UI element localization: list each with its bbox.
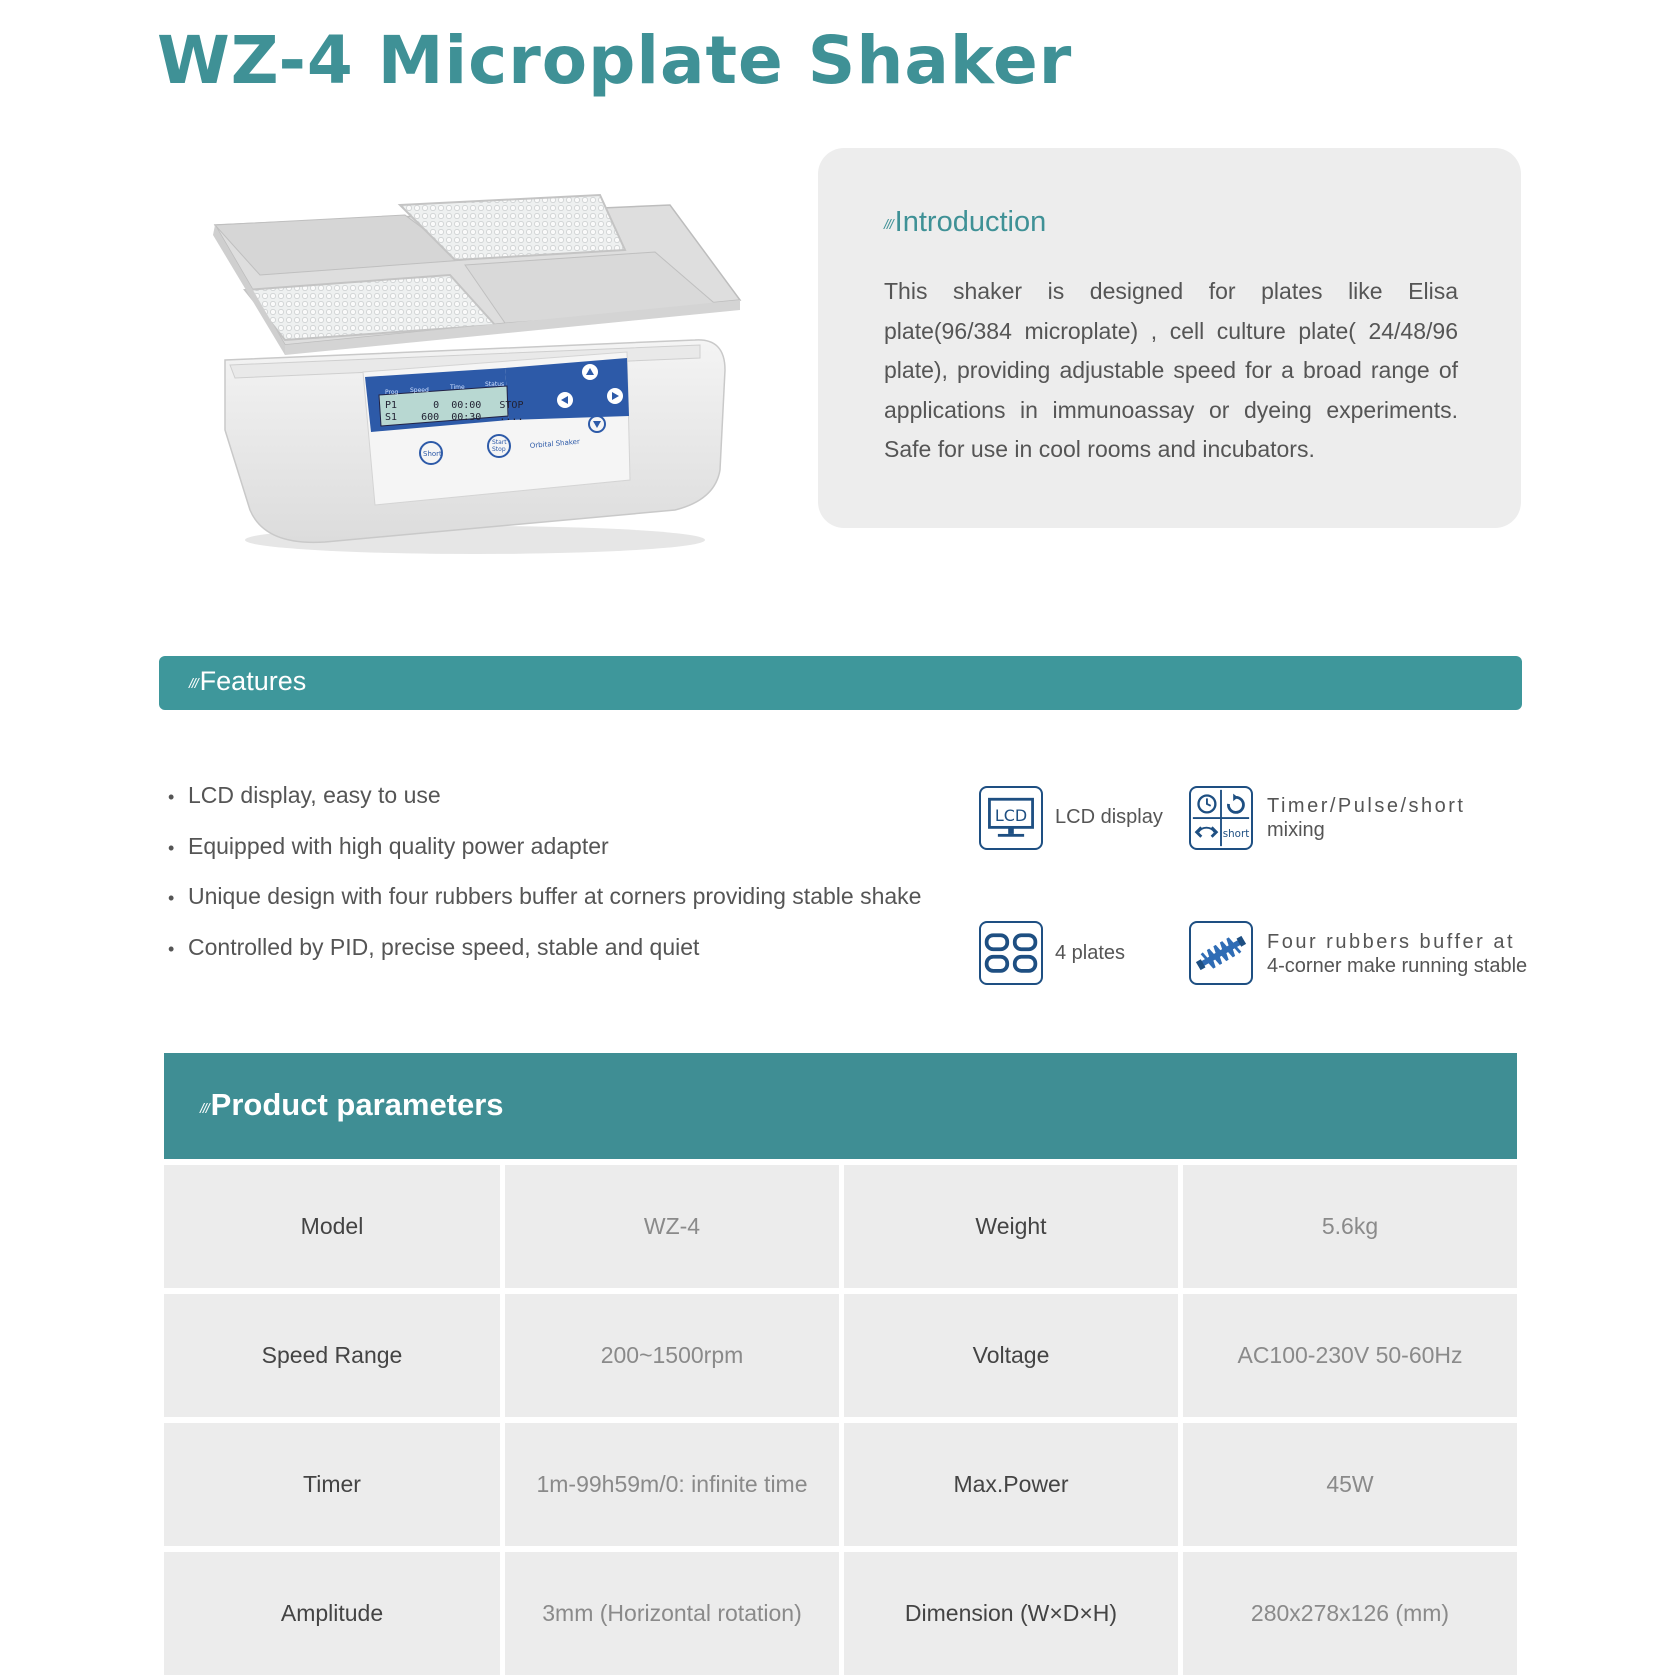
timer-pulse-short-icon — [1189, 786, 1253, 850]
table-cell-value: 5.6kg — [1183, 1165, 1517, 1288]
lcd-icon — [979, 786, 1043, 850]
table-cell-key: Max.Power — [844, 1423, 1178, 1546]
bullet-icon: • — [168, 888, 175, 908]
lcd-icon-text: LCD — [994, 805, 1028, 825]
page-title: WZ-4 Microplate Shaker — [157, 22, 1073, 99]
introduction-text: This shaker is designed for plates like Elisa plate(96/384 microplate) , cell culture plate( 24/48/96 plate), providing adjustable speed for a broad range of applications in immunoassay or dyeing experiments. Safe for use in cool rooms and incubators. — [884, 278, 1458, 462]
lcd-header-speed: Speed — [410, 387, 429, 394]
feature-label-line: Four rubbers buffer at — [1267, 931, 1516, 953]
lcd-brand-label: Orbital Shaker — [529, 437, 581, 450]
feature-label-line: mixing — [1267, 819, 1325, 841]
feature-label-line: 4-corner make running stable — [1267, 955, 1528, 977]
list-item — [168, 871, 921, 922]
feature-label-line: Timer/Pulse/short — [1267, 795, 1466, 817]
table-cell-key: Timer — [164, 1423, 500, 1546]
bullet-icon: • — [168, 837, 175, 858]
features-list — [168, 770, 921, 972]
lcd-header-status: Status — [485, 381, 505, 388]
list-item — [168, 821, 921, 872]
feature-label-rubbers — [1267, 930, 1527, 978]
heading-marker: /// — [884, 216, 893, 232]
table-cell-value: 45W — [1183, 1423, 1517, 1546]
heading-marker: /// — [189, 675, 198, 691]
feature-text: Controlled by PID, precise speed, stable and quiet — [188, 933, 700, 960]
features-bar — [159, 656, 1522, 710]
params-heading-text: Product parameters — [210, 1087, 504, 1122]
introduction-panel — [818, 148, 1521, 528]
table-cell-key: Voltage — [844, 1294, 1178, 1417]
feature-label-lcd: LCD display — [1055, 806, 1163, 828]
table-cell-key: Model — [164, 1165, 500, 1288]
bullet-icon: • — [168, 787, 175, 807]
params-header — [164, 1053, 1517, 1159]
table-cell-value: AC100-230V 50-60Hz — [1183, 1294, 1517, 1417]
feature-text: Equipped with high quality power adapter — [188, 832, 609, 859]
feature-label-timer — [1267, 794, 1465, 842]
list-item — [168, 770, 921, 821]
lcd-stop-label: Stop — [492, 446, 506, 453]
feature-text: Unique design with four rubbers buffer at corners providing stable shake — [188, 883, 922, 909]
introduction-heading-text: Introduction — [894, 206, 1047, 238]
table-cell-value: 200~1500rpm — [505, 1294, 839, 1417]
list-item — [168, 922, 921, 973]
lcd-row-2: S1 600 00:30 .... — [385, 412, 524, 423]
lcd-header-time: Time — [450, 384, 465, 391]
table-cell-value: 280x278x126 (mm) — [1183, 1552, 1517, 1675]
product-image — [205, 180, 765, 560]
params-heading — [200, 1087, 504, 1123]
table-cell-value: WZ-4 — [505, 1165, 839, 1288]
plates-icon — [979, 921, 1043, 985]
rubber-spring-icon — [1189, 921, 1253, 985]
feature-text: LCD display, easy to use — [188, 782, 441, 808]
heading-marker: /// — [200, 1100, 209, 1116]
table-cell-value: 1m-99h59m/0: infinite time — [505, 1423, 839, 1546]
table-cell-value: 3mm (Horizontal rotation) — [505, 1552, 839, 1675]
features-heading-text: Features — [199, 666, 307, 696]
feature-label-plates: 4 plates — [1055, 942, 1126, 964]
introduction-heading — [884, 206, 1046, 239]
table-cell-key: Speed Range — [164, 1294, 500, 1417]
lcd-short-label: Short — [423, 450, 442, 458]
table-cell-key: Amplitude — [164, 1552, 500, 1675]
short-icon-text: short — [1222, 827, 1250, 840]
table-cell-key: Dimension (W×D×H) — [844, 1552, 1178, 1675]
lcd-header-prog: Prog — [385, 389, 399, 396]
lcd-start-label: Start — [492, 439, 507, 446]
table-cell-key: Weight — [844, 1165, 1178, 1288]
bullet-icon: • — [168, 938, 175, 959]
features-heading — [189, 666, 306, 697]
lcd-row-1: P1 0 00:00 STOP — [385, 400, 524, 411]
